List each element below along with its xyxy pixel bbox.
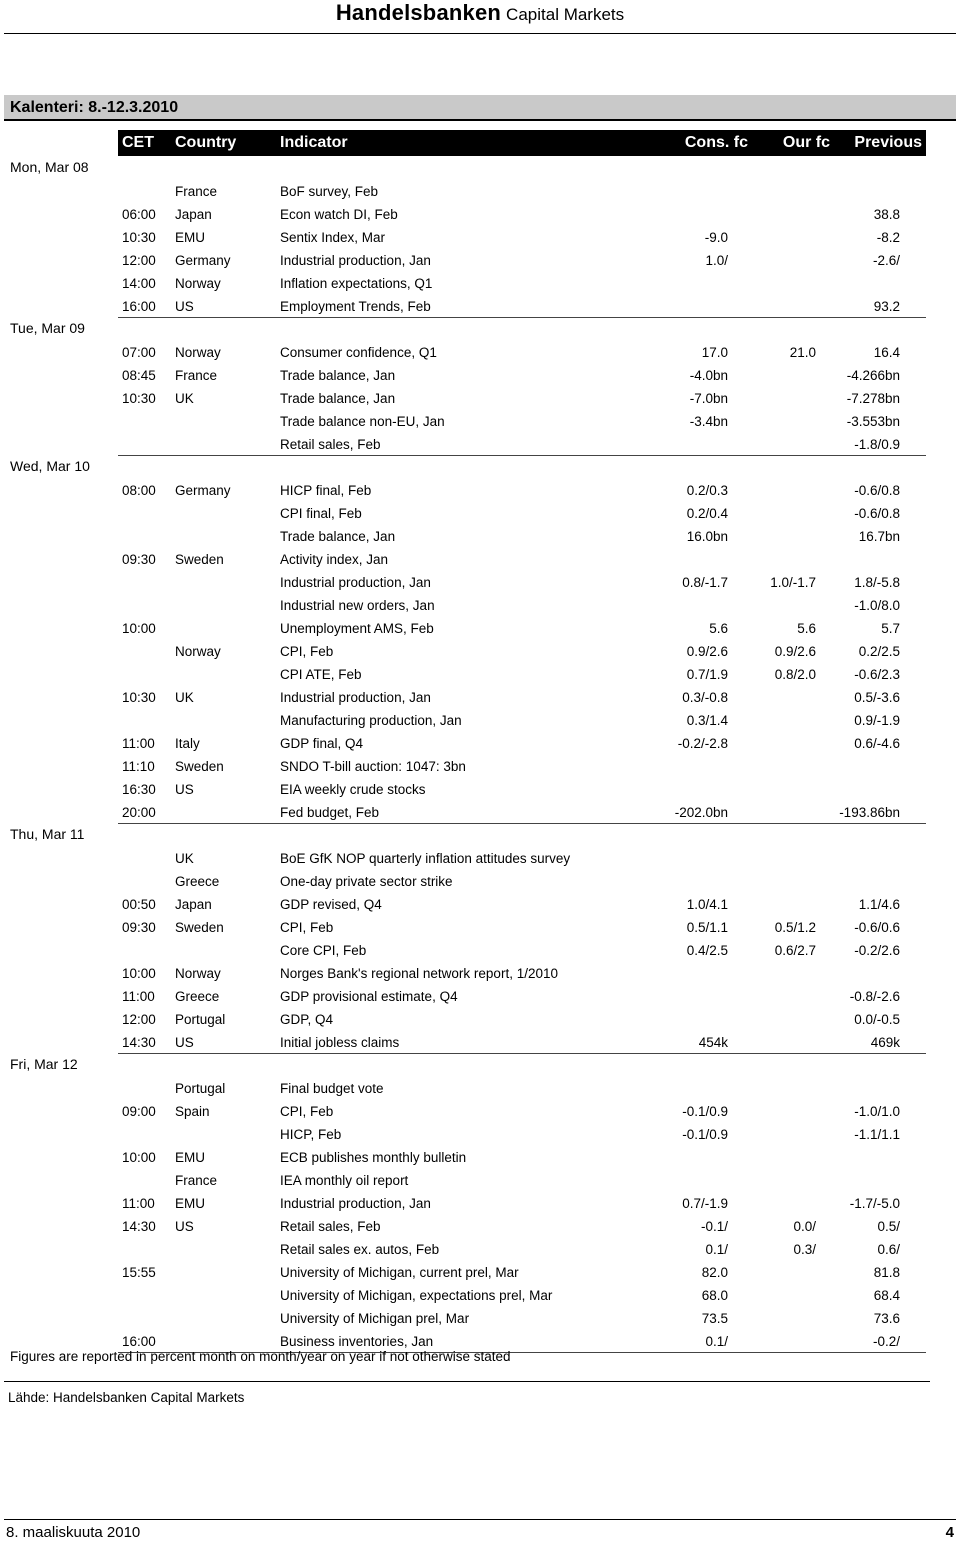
bottom-divider — [4, 1381, 930, 1382]
cell-our-fc: 0.5/1.2 — [774, 920, 816, 935]
cell-previous: 5.7 — [881, 621, 900, 636]
cell-indicator: IEA monthly oil report — [280, 1173, 409, 1188]
cell-previous: -7.278bn — [846, 391, 900, 406]
cell-cons-fc: 0.7/-1.9 — [682, 1196, 728, 1211]
cell-indicator: CPI, Feb — [280, 920, 334, 935]
header-indicator: Indicator — [280, 134, 348, 151]
cell-our-fc: 1.0/-1.7 — [770, 575, 816, 590]
cell-cet: 20:00 — [122, 805, 156, 820]
cell-indicator: Retail sales, Feb — [280, 1219, 381, 1234]
page-number: 4 — [945, 1524, 954, 1541]
cell-country: Norway — [175, 644, 221, 659]
cell-country: France — [175, 184, 218, 199]
cell-cet: 12:00 — [122, 253, 156, 268]
cell-cons-fc: 1.0/4.1 — [686, 897, 728, 912]
cell-cons-fc: -0.1/ — [700, 1219, 728, 1234]
footnote: Figures are reported in percent month on month/year on year if not otherwise stated — [10, 1349, 511, 1364]
day-label: Fri, Mar 12 — [10, 1056, 78, 1072]
cell-previous: 93.2 — [873, 299, 900, 314]
cell-previous: 469k — [870, 1035, 900, 1050]
cell-previous: 0.5/ — [877, 1219, 900, 1234]
cell-indicator: Industrial production, Jan — [280, 1196, 431, 1211]
brand-logo — [0, 0, 960, 29]
cell-previous: -1.8/0.9 — [854, 437, 900, 452]
cell-indicator: ECB publishes monthly bulletin — [280, 1150, 467, 1165]
cell-indicator: HICP, Feb — [280, 1127, 342, 1142]
cell-cons-fc: 0.1/ — [705, 1242, 728, 1257]
cell-cet: 11:00 — [122, 1196, 155, 1211]
cell-country: US — [175, 1035, 194, 1050]
cell-our-fc: 0.9/2.6 — [774, 644, 816, 659]
header-country: Country — [175, 134, 237, 151]
cell-previous: 73.6 — [873, 1311, 900, 1326]
cell-country: Portugal — [175, 1012, 226, 1027]
cell-country: Japan — [175, 897, 212, 912]
header-our: Our fc — [782, 134, 830, 151]
cell-cons-fc: 0.2/0.3 — [686, 483, 728, 498]
page-title: Kalenteri: 8.-12.3.2010 — [10, 99, 179, 116]
cell-cet: 14:30 — [122, 1035, 156, 1050]
cell-country: Germany — [175, 483, 231, 498]
cell-previous: 0.9/-1.9 — [854, 713, 900, 728]
cell-cons-fc: 0.3/-0.8 — [682, 690, 728, 705]
cell-indicator: Employment Trends, Feb — [280, 299, 431, 314]
cell-cons-fc: -7.0bn — [689, 391, 728, 406]
cell-previous: -0.2/2.6 — [854, 943, 900, 958]
cell-previous: -1.7/-5.0 — [849, 1196, 900, 1211]
cell-cet: 16:00 — [122, 299, 156, 314]
cell-indicator: Industrial new orders, Jan — [280, 598, 435, 613]
cell-cet: 10:30 — [122, 391, 156, 406]
cell-cons-fc: -4.0bn — [689, 368, 728, 383]
cell-cons-fc: 0.7/1.9 — [686, 667, 728, 682]
cell-previous: -1.0/1.0 — [854, 1104, 900, 1119]
cell-our-fc: 5.6 — [797, 621, 816, 636]
cell-previous: -0.6/0.6 — [854, 920, 900, 935]
cell-indicator: GDP, Q4 — [280, 1012, 334, 1027]
cell-cons-fc: 0.4/2.5 — [686, 943, 728, 958]
cell-indicator: Consumer confidence, Q1 — [280, 345, 437, 360]
cell-our-fc: 0.6/2.7 — [774, 943, 816, 958]
cell-cons-fc: -0.1/0.9 — [682, 1104, 728, 1119]
cell-previous: 16.7bn — [858, 529, 900, 544]
cell-cet: 14:00 — [122, 276, 156, 291]
cell-country: Sweden — [175, 759, 224, 774]
cell-cons-fc: 0.8/-1.7 — [682, 575, 728, 590]
cell-indicator: EIA weekly crude stocks — [280, 782, 426, 797]
cell-indicator: SNDO T-bill auction: 1047: 3bn — [280, 759, 466, 774]
cell-indicator: Retail sales, Feb — [280, 437, 381, 452]
cell-cons-fc: 1.0/ — [705, 253, 728, 268]
cell-previous: -193.86bn — [839, 805, 900, 820]
cell-country: Greece — [175, 989, 220, 1004]
cell-country: UK — [175, 391, 194, 406]
top-divider — [4, 33, 956, 34]
cell-country: Spain — [175, 1104, 210, 1119]
cell-our-fc: 0.8/2.0 — [774, 667, 816, 682]
cell-indicator: GDP revised, Q4 — [280, 897, 382, 912]
cell-country: Portugal — [175, 1081, 226, 1096]
cell-previous: -0.6/0.8 — [854, 506, 900, 521]
footer-divider — [4, 1519, 956, 1520]
cell-indicator: Industrial production, Jan — [280, 575, 431, 590]
cell-indicator: Manufacturing production, Jan — [280, 713, 462, 728]
cell-previous: 1.1/4.6 — [858, 897, 900, 912]
cell-previous: -0.2/ — [872, 1334, 900, 1349]
cell-cet: 16:30 — [122, 782, 156, 797]
cell-indicator: GDP provisional estimate, Q4 — [280, 989, 458, 1004]
cell-indicator: University of Michigan prel, Mar — [280, 1311, 470, 1326]
cell-country: Greece — [175, 874, 220, 889]
cell-previous: 81.8 — [873, 1265, 900, 1280]
cell-country: EMU — [175, 1150, 205, 1165]
cell-country: Germany — [175, 253, 231, 268]
cell-cet: 08:00 — [122, 483, 156, 498]
cell-cons-fc: 0.3/1.4 — [686, 713, 728, 728]
cell-cet: 12:00 — [122, 1012, 156, 1027]
cell-indicator: University of Michigan, current prel, Mar — [280, 1265, 519, 1280]
cell-indicator: Initial jobless claims — [280, 1035, 400, 1050]
cell-indicator: Industrial production, Jan — [280, 253, 431, 268]
cell-previous: -0.6/0.8 — [854, 483, 900, 498]
cell-cons-fc: -0.1/0.9 — [682, 1127, 728, 1142]
cell-indicator: Industrial production, Jan — [280, 690, 431, 705]
cell-previous: 1.8/-5.8 — [854, 575, 900, 590]
cell-indicator: BoE GfK NOP quarterly inflation attitudes survey — [280, 851, 571, 866]
cell-cet: 09:00 — [122, 1104, 156, 1119]
cell-our-fc: 0.3/ — [793, 1242, 816, 1257]
cell-indicator: Retail sales ex. autos, Feb — [280, 1242, 440, 1257]
cell-indicator: Unemployment AMS, Feb — [280, 621, 434, 636]
cell-indicator: Core CPI, Feb — [280, 943, 367, 958]
cell-indicator: GDP final, Q4 — [280, 736, 364, 751]
cell-indicator: University of Michigan, expectations prel, Mar — [280, 1288, 553, 1303]
cell-previous: 0.2/2.5 — [858, 644, 900, 659]
cell-cet: 11:00 — [122, 736, 155, 751]
cell-country: Norway — [175, 966, 221, 981]
cell-cet: 09:30 — [122, 552, 156, 567]
cell-previous: 0.0/-0.5 — [854, 1012, 900, 1027]
cell-cet: 11:00 — [122, 989, 155, 1004]
cell-country: Norway — [175, 345, 221, 360]
cell-cons-fc: 73.5 — [701, 1311, 728, 1326]
header-cet: CET — [122, 134, 154, 151]
cell-cet: 11:10 — [122, 759, 155, 774]
day-divider — [118, 1053, 926, 1054]
cell-cet: 06:00 — [122, 207, 156, 222]
cell-cons-fc: -202.0bn — [674, 805, 728, 820]
cell-previous: 0.5/-3.6 — [854, 690, 900, 705]
cell-cons-fc: 5.6 — [709, 621, 728, 636]
cell-cons-fc: 17.0 — [701, 345, 728, 360]
cell-cons-fc: 0.2/0.4 — [686, 506, 728, 521]
cell-previous: -0.6/2.3 — [854, 667, 900, 682]
cell-previous: 0.6/ — [877, 1242, 900, 1257]
cell-indicator: CPI, Feb — [280, 644, 334, 659]
cell-country: France — [175, 1173, 218, 1188]
cell-previous: -3.553bn — [846, 414, 900, 429]
cell-indicator: Econ watch DI, Feb — [280, 207, 398, 222]
footer-date: 8. maaliskuuta 2010 — [6, 1524, 141, 1541]
cell-cons-fc: 0.1/ — [705, 1334, 728, 1349]
cell-indicator: Sentix Index, Mar — [280, 230, 386, 245]
cell-indicator: CPI ATE, Feb — [280, 667, 362, 682]
cell-country: UK — [175, 690, 194, 705]
cell-cons-fc: -9.0 — [704, 230, 728, 245]
cell-cons-fc: 0.9/2.6 — [686, 644, 728, 659]
table-header — [118, 130, 926, 156]
cell-indicator: Trade balance, Jan — [280, 391, 396, 406]
cell-indicator: One-day private sector strike — [280, 874, 453, 889]
cell-cet: 07:00 — [122, 345, 156, 360]
day-label: Wed, Mar 10 — [10, 458, 90, 474]
cell-country: EMU — [175, 230, 205, 245]
brand-suffix: Capital Markets — [506, 5, 625, 24]
cell-country: Norway — [175, 276, 221, 291]
cell-previous: -4.266bn — [846, 368, 900, 383]
cell-indicator: CPI final, Feb — [280, 506, 362, 521]
cell-previous: -2.6/ — [872, 253, 900, 268]
cell-indicator: Inflation expectations, Q1 — [280, 276, 433, 291]
day-divider — [118, 823, 926, 824]
cell-cet: 15:55 — [122, 1265, 156, 1280]
header-cons: Cons. fc — [684, 134, 748, 151]
cell-cet: 10:00 — [122, 621, 156, 636]
cell-country: Sweden — [175, 920, 224, 935]
day-divider — [118, 455, 926, 456]
cell-indicator: Trade balance, Jan — [280, 368, 396, 383]
header-prev: Previous — [854, 134, 922, 151]
cell-cons-fc: 0.5/1.1 — [686, 920, 728, 935]
cell-previous: 68.4 — [873, 1288, 900, 1303]
cell-our-fc: 0.0/ — [793, 1219, 816, 1234]
cell-cet: 16:00 — [122, 1334, 156, 1349]
cell-previous: -8.2 — [876, 230, 900, 245]
cell-cet: 09:30 — [122, 920, 156, 935]
cell-indicator: HICP final, Feb — [280, 483, 372, 498]
cell-indicator: Norges Bank's regional network report, 1/2010 — [280, 966, 558, 981]
cell-cons-fc: 454k — [698, 1035, 728, 1050]
cell-cons-fc: -3.4bn — [689, 414, 728, 429]
cell-our-fc: 21.0 — [789, 345, 816, 360]
cell-previous: 0.6/-4.6 — [854, 736, 900, 751]
cell-indicator: Trade balance non-EU, Jan — [280, 414, 445, 429]
cell-previous: 38.8 — [873, 207, 900, 222]
cell-cons-fc: 16.0bn — [686, 529, 728, 544]
cell-cet: 10:00 — [122, 1150, 156, 1165]
cell-cons-fc: 82.0 — [701, 1265, 728, 1280]
cell-cet: 10:30 — [122, 690, 156, 705]
cell-country: Sweden — [175, 552, 224, 567]
cell-cet: 14:30 — [122, 1219, 156, 1234]
cell-country: US — [175, 1219, 194, 1234]
cell-indicator: Final budget vote — [280, 1081, 384, 1096]
cell-country: US — [175, 782, 194, 797]
cell-previous: -1.1/1.1 — [854, 1127, 900, 1142]
day-label: Tue, Mar 09 — [10, 320, 85, 336]
cell-country: US — [175, 299, 194, 314]
cell-country: UK — [175, 851, 194, 866]
day-divider — [118, 317, 926, 318]
cell-indicator: Trade balance, Jan — [280, 529, 396, 544]
day-label: Mon, Mar 08 — [10, 159, 89, 175]
cell-previous: 16.4 — [873, 345, 900, 360]
cell-cet: 00:50 — [122, 897, 156, 912]
cell-cet: 10:00 — [122, 966, 156, 981]
cell-cons-fc: -0.2/-2.8 — [677, 736, 728, 751]
cell-cons-fc: 68.0 — [701, 1288, 728, 1303]
cell-cet: 08:45 — [122, 368, 156, 383]
cell-country: Italy — [175, 736, 200, 751]
cell-indicator: Activity index, Jan — [280, 552, 389, 567]
cell-country: France — [175, 368, 218, 383]
cell-indicator: Business inventories, Jan — [280, 1334, 434, 1349]
brand-name: Handelsbanken — [335, 0, 502, 25]
cell-country: Japan — [175, 207, 212, 222]
cell-indicator: BoF survey, Feb — [280, 184, 379, 199]
cell-country: EMU — [175, 1196, 205, 1211]
title-bar — [4, 95, 956, 121]
cell-indicator: CPI, Feb — [280, 1104, 334, 1119]
cell-previous: -0.8/-2.6 — [849, 989, 900, 1004]
day-label: Thu, Mar 11 — [10, 826, 85, 842]
cell-previous: -1.0/8.0 — [854, 598, 900, 613]
cell-indicator: Fed budget, Feb — [280, 805, 380, 820]
source-note: Lähde: Handelsbanken Capital Markets — [8, 1390, 245, 1405]
cell-cet: 10:30 — [122, 230, 156, 245]
